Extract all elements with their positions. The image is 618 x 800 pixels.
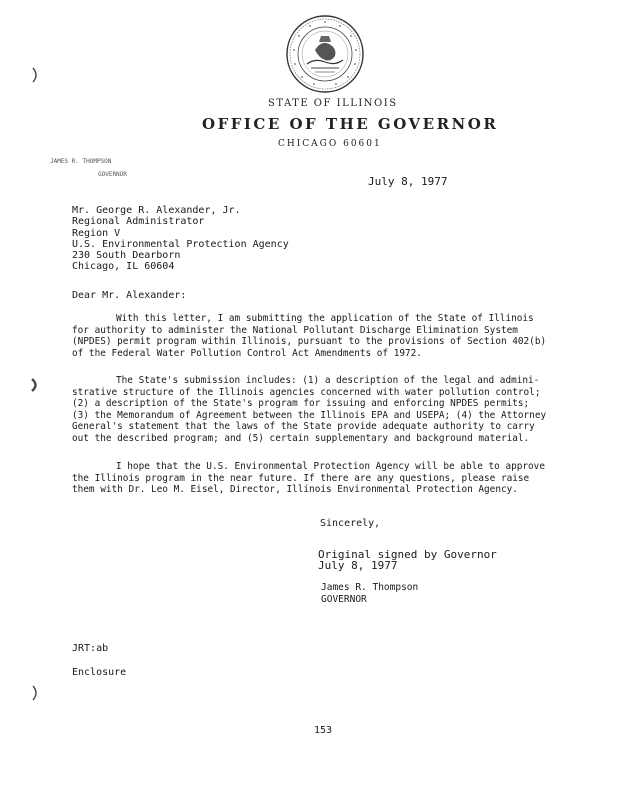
body-line: of the Federal Water Pollution Control Act Amendments of 1972.: [72, 347, 422, 359]
body-line: I hope that the U.S. Environmental Protection Agency will be able to approve: [116, 461, 545, 472]
punch-hole-icon: [30, 684, 40, 702]
address-line: 230 South Dearborn: [72, 250, 181, 262]
body-line: With this letter, I am submitting the application of the State of Illinois: [116, 313, 534, 324]
body-line: strative structure of the Illinois agencies concerned with water pollution control;: [72, 386, 541, 398]
signature-line: Original signed by Governor: [318, 548, 497, 561]
letter-date: July 8, 1977: [368, 175, 448, 188]
signature-note: [318, 549, 497, 571]
state-seal-icon: [285, 14, 365, 94]
address-line: Mr. George R. Alexander, Jr.: [72, 205, 241, 216]
governor-title-letterhead: GOVERNOR: [98, 171, 127, 178]
page-number: 153: [314, 725, 333, 736]
office-title: OFFICE OF THE GOVERNOR: [202, 115, 499, 133]
address-line: Chicago, IL 60604: [72, 261, 175, 273]
body-paragraph-3: [72, 461, 566, 496]
address-line: Regional Administrator: [72, 216, 205, 228]
signer-name: James R. Thompson: [321, 582, 419, 593]
punch-hole-icon: [30, 66, 40, 84]
body-line: them with Dr. Leo M. Eisel, Director, Illinois Environmental Protection Agency.: [72, 484, 518, 495]
recipient-address: [72, 205, 289, 273]
body-line: the Illinois program in the near future. If there are any questions, please raise: [72, 472, 530, 484]
enclosure-note: Enclosure: [72, 667, 127, 678]
body-paragraph-2: [72, 375, 566, 444]
closing: Sincerely,: [320, 518, 381, 529]
body-line: for authority to administer the National Pollutant Discharge Elimination System: [72, 324, 518, 336]
salutation: Dear Mr. Alexander:: [72, 290, 187, 301]
signature-date: July 8, 1977: [318, 559, 398, 572]
typist-initials: JRT:ab: [72, 643, 109, 654]
governor-name-letterhead: JAMES R. THOMPSON: [50, 158, 112, 165]
address-line: U.S. Environmental Protection Agency: [72, 238, 289, 250]
office-city: CHICAGO 60601: [278, 139, 382, 149]
body-line: (3) the Memorandum of Agreement between the Illinois EPA and USEPA; (4) the Attorney: [72, 409, 547, 421]
body-paragraph-1: [72, 313, 566, 359]
body-line: out the described program; and (5) certain supplementary and background material.: [72, 432, 530, 444]
signer-block: [321, 582, 418, 606]
body-line: (NPDES) permit program within Illinois, pursuant to the provisions of Section 402(b): [72, 336, 547, 347]
address-line: Region V: [72, 227, 121, 239]
state-name: STATE OF ILLINOIS: [268, 98, 398, 109]
body-line: The State's submission includes: (1) a description of the legal and admini-: [116, 375, 540, 386]
body-line: General's statement that the laws of the State provide adequate authority to carry: [72, 421, 535, 432]
punch-hole-icon: [30, 376, 40, 394]
signer-title: GOVERNOR: [321, 594, 367, 605]
body-line: (2) a description of the State's program for issuing and enforcing NPDES permits;: [72, 398, 530, 409]
